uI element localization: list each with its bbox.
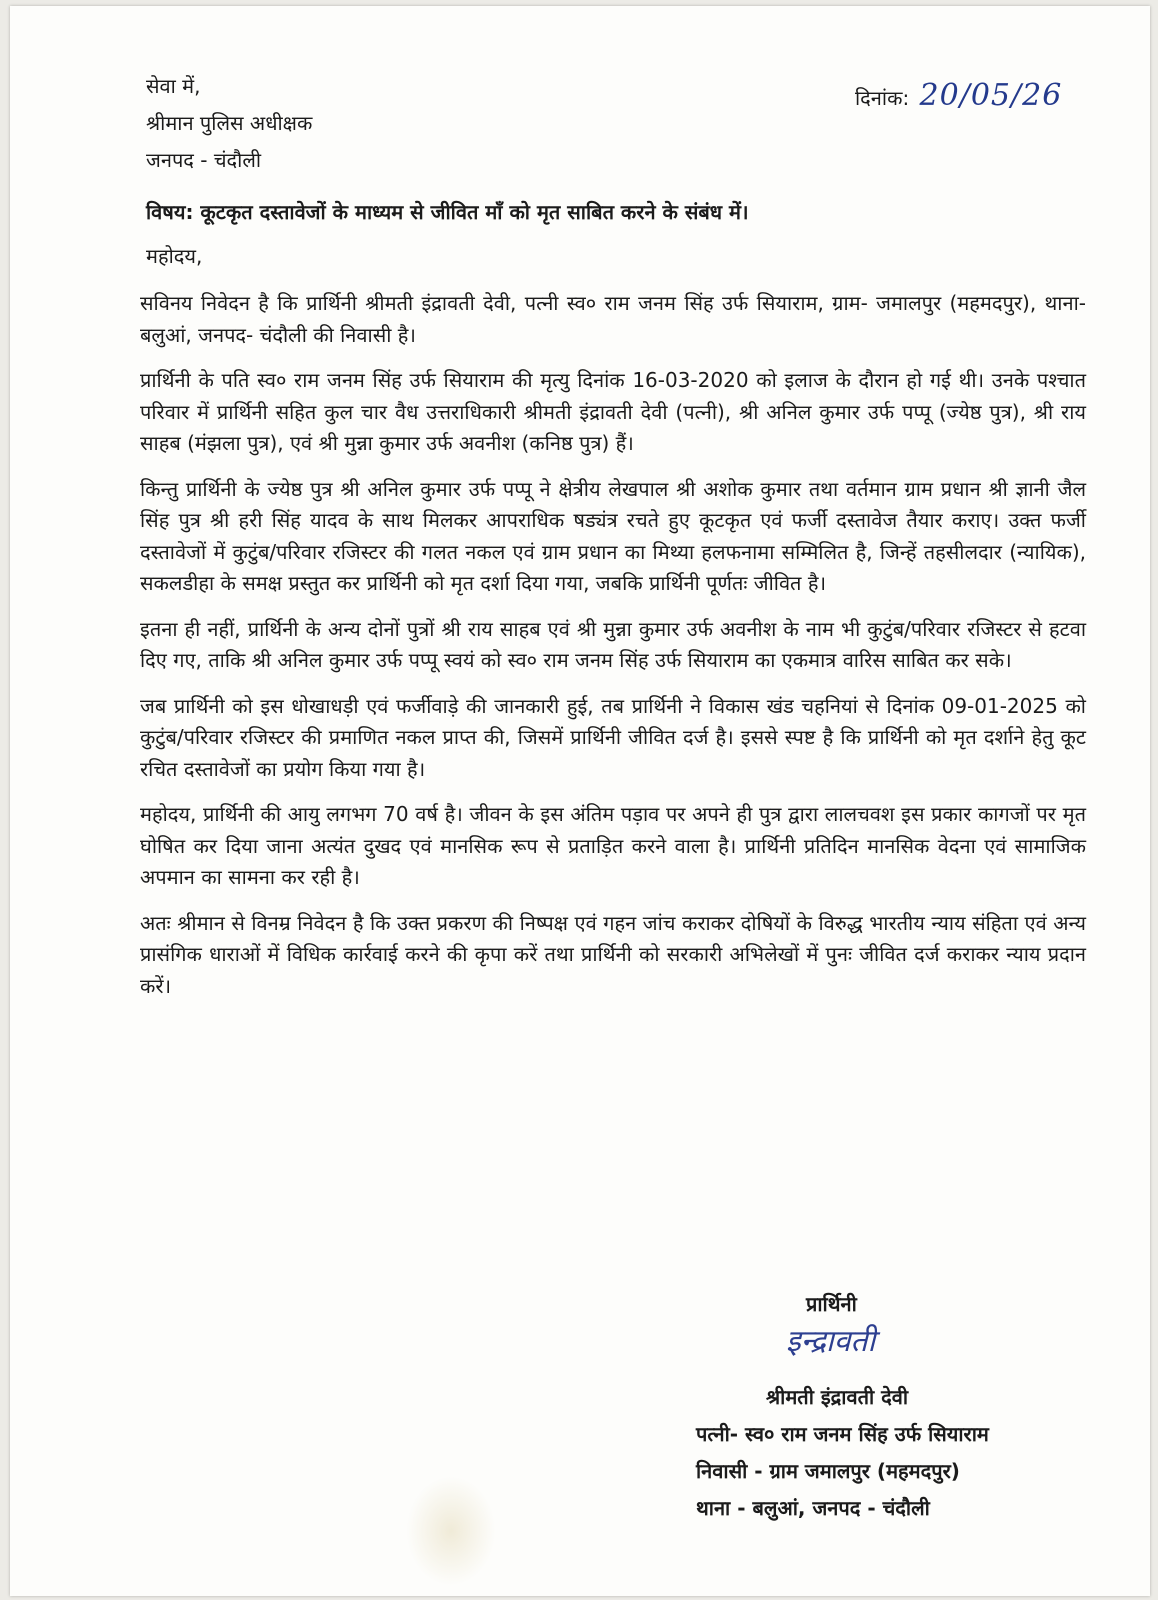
applicant-spouse: पत्नी- स्व० राम जनम सिंह उर्फ सियाराम — [696, 1422, 989, 1446]
salutation: महोदय, — [146, 244, 203, 268]
applicant-label: प्रार्थिनी — [806, 1292, 857, 1316]
paragraph-2: प्रार्थिनी के पति स्व० राम जनम सिंह उर्फ सियाराम की मृत्यु दिनांक 16-03-2020 को इलाज के दौरान हो गई थी। उनके पश्चात परिवार में प्रार्थिनी सहित कुल चार वैध उत्तराधिकारी श्रीमती इंद्रावती देवी (पत्नी), श्री अनिल कुमार उर्फ पप्पू (ज्येष्ठ पुत्र), श्री राय साहब (मंझला पुत्र), एवं श्री मुन्ना कुमार उर्फ अवनीश (कनिष्ठ पुत्र) हैं। — [140, 368, 1086, 455]
subject-line: विषय: कूटकृत दस्तावेजों के माध्यम से जीवित माँ को मृत साबित करने के संबंध में। — [146, 200, 749, 224]
paragraph-6: महोदय, प्रार्थिनी की आयु लगभग 70 वर्ष है। जीवन के इस अंतिम पड़ाव पर अपने ही पुत्र द्वारा लालचवश इस प्रकार कागजों पर मृत घोषित कर दिया जाना अत्यंत दुखद एवं मानसिक रूप से प्रताड़ित करने वाला है। प्रार्थिनी प्रतिदिन मानसिक वेदना एवं सामाजिक अपमान का सामना कर रही है। — [140, 802, 1086, 889]
recipient-address — [146, 68, 312, 179]
recipient-line-2: श्रीमान पुलिस अधीक्षक — [146, 111, 313, 135]
handwritten-signature: इन्द्रावती — [786, 1324, 876, 1359]
applicant-name: श्रीमती इंद्रावती देवी — [766, 1385, 909, 1409]
date-label: दिनांक: — [855, 86, 910, 110]
recipient-line-1: सेवा में, — [146, 74, 201, 98]
recipient-line-3: जनपद - चंदौली — [146, 148, 262, 172]
paragraph-1: सविनय निवेदन है कि प्रार्थिनी श्रीमती इंद्रावती देवी, पत्नी स्व० राम जनम सिंह उर्फ सियाराम, ग्राम- जमालपुर (महमदपुर), थाना- बलुआं, जनपद- चंदौली की निवासी है। — [140, 291, 1086, 347]
letter-body — [140, 288, 1086, 1016]
applicant-residence: निवासी - ग्राम जमालपुर (महमदपुर) — [696, 1459, 960, 1483]
date-value-handwritten: 20/05/26 — [919, 78, 1063, 113]
paragraph-5: जब प्रार्थिनी को इस धोखाधड़ी एवं फर्जीवाड़े की जानकारी हुई, तब प्रार्थिनी ने विकास खंड चहनियां से दिनांक 09-01-2025 को कुटुंब/परिवार रजिस्टर की प्रमाणित नकल प्राप्त की, जिसमें प्रार्थिनी जीवित दर्ज है। इससे स्पष्ट है कि प्रार्थिनी को मृत दर्शाने हेतु कूट रचित दस्तावेजों का प्रयोग किया गया है। — [140, 693, 1086, 781]
date-field — [855, 78, 1062, 113]
applicant-police-station: थाना - बलुआं, जनपद - चंदौली — [696, 1496, 930, 1520]
paragraph-7: अतः श्रीमान से विनम्र निवेदन है कि उक्त प्रकरण की निष्पक्ष एवं गहन जांच कराकर दोषियों के विरुद्ध भारतीय न्याय संहिता एवं अन्य प्रासंगिक धाराओं में विधिक कार्रवाई करने की कृपा करें तथा प्रार्थिनी को सरकारी अभिलेखों में पुनः जीवित दर्ज कराकर न्याय प्रदान करें। — [140, 910, 1086, 998]
paper-stain — [406, 1476, 496, 1586]
signature-block — [696, 1286, 1096, 1527]
paragraph-3: किन्तु प्रार्थिनी के ज्येष्ठ पुत्र श्री अनिल कुमार उर्फ पप्पू ने क्षेत्रीय लेखपाल श्री अशोक कुमार तथा वर्तमान ग्राम प्रधान श्री ज्ञानी जैल सिंह पुत्र श्री हरी सिंह यादव के साथ मिलकर आपराधिक षड्यंत्र रचते हुए कूटकृत एवं फर्जी दस्तावेज तैयार कराए। उक्त फर्जी दस्तावेजों में कुटुंब/परिवार रजिस्टर की गलत नकल एवं ग्राम प्रधान का मिथ्या हलफनामा सम्मिलित है, जिन्हें तहसीलदार (न्यायिक), सकलडीहा के समक्ष प्रस्तुत कर प्रार्थिनी को मृत दर्शा दिया गया, जबकि प्रार्थिनी पूर्णतः जीवित है। — [140, 476, 1086, 595]
paragraph-4: इतना ही नहीं, प्रार्थिनी के अन्य दोनों पुत्रों श्री राय साहब एवं श्री मुन्ना कुमार उर्फ अवनीश के नाम भी कुटुंब/परिवार रजिस्टर से हटवा दिए गए, ताकि श्री अनिल कुमार उर्फ पप्पू स्वयं को स्व० राम जनम सिंह उर्फ सियाराम का एकमात्र वारिस साबित कर सके। — [140, 616, 1086, 672]
letter-page — [10, 6, 1150, 1596]
